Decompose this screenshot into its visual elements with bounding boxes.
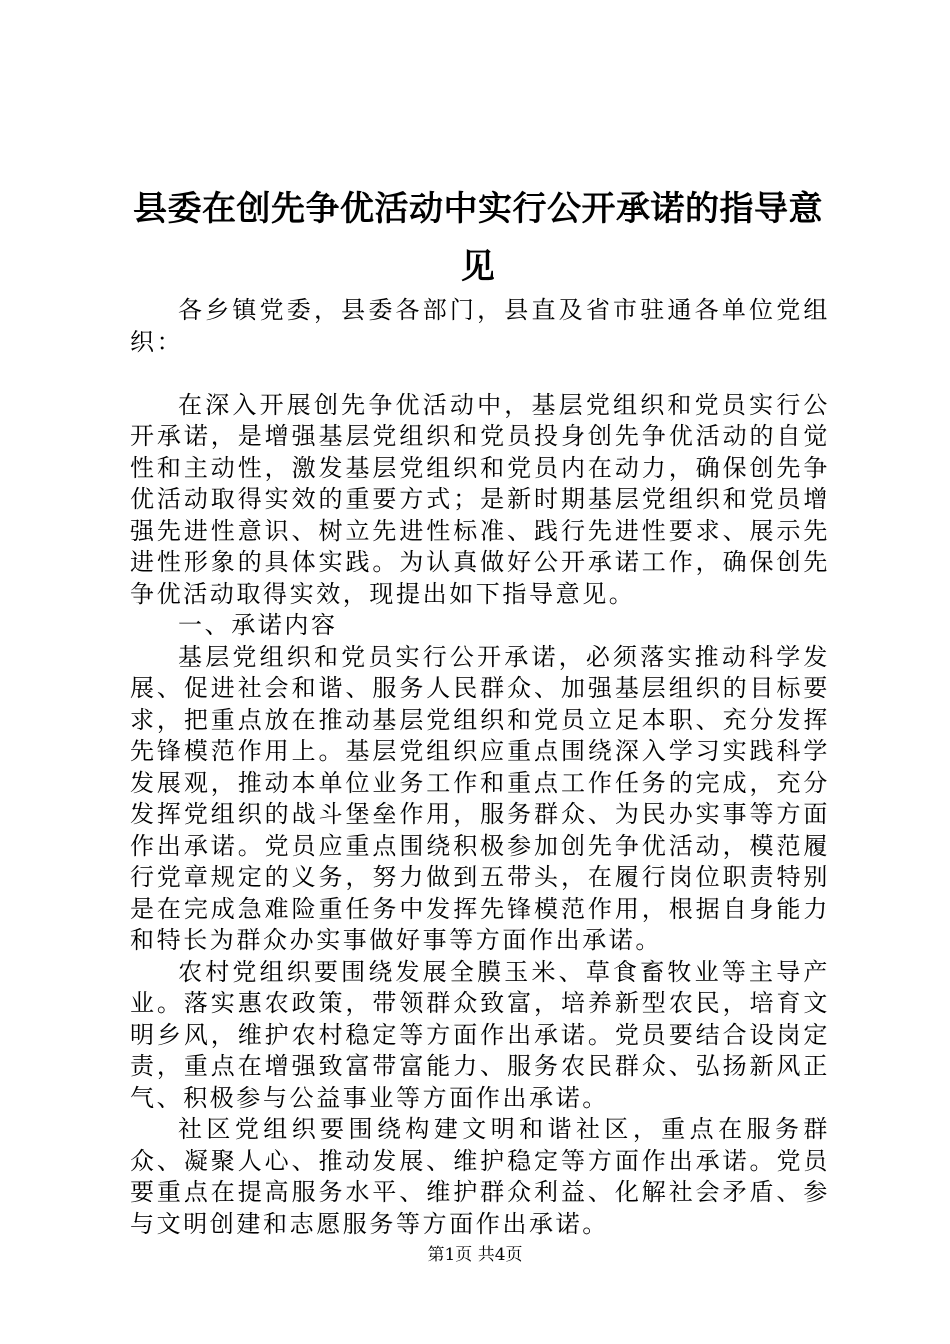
document-body [130, 295, 830, 1240]
paragraph-intro: 在深入开展创先争优活动中，基层党组织和党员实行公开承诺，是增强基层党组织和党员投身创先争优活动的自觉性和主动性，激发基层党组织和党员内在动力，确保创先争优活动取得实效的重要方式；是新时期基层党组织和党员增强先进性意识、树立先进性标准、践行先进性要求、展示先进性形象的具体实践。为认真做好公开承诺工作，确保创先争优活动取得实效，现提出如下指导意见。 [130, 390, 830, 608]
page-indicator: 第1页 共4页 [427, 1245, 523, 1265]
paragraph-rural: 农村党组织要围绕发展全膜玉米、草食畜牧业等主导产业。落实惠农政策，带领群众致富，培养新型农民，培育文明乡风，维护农村稳定等方面作出承诺。党员要结合设岗定责，重点在增强致富带富能力、服务农民群众、弘扬新风正气、积极参与公益事业等方面作出承诺。 [130, 957, 830, 1112]
paragraph-grassroots: 基层党组织和党员实行公开承诺，必须落实推动科学发展、促进社会和谐、服务人民群众、加强基层组织的目标要求，把重点放在推动基层党组织和党员立足本职、充分发挥先锋模范作用上。基层党组织应重点围绕深入学习实践科学发展观，推动本单位业务工作和重点工作任务的完成，充分发挥党组织的战斗堡垒作用，服务群众、为民办实事等方面作出承诺。党员应重点围绕积极参加创先争优活动，模范履行党章规定的义务，努力做到五带头，在履行岗位职责特别是在完成急难险重任务中发挥先锋模范作用，根据自身能力和特长为群众办实事做好事等方面作出承诺。 [130, 642, 830, 954]
salutation: 各乡镇党委，县委各部门，县直及省市驻通各单位党组织： [130, 296, 830, 356]
section-heading-commitment-content: 一、承诺内容 [178, 611, 338, 639]
document-title: 县委在创先争优活动中实行公开承诺的指导意见 [133, 189, 823, 287]
paragraph-community: 社区党组织要围绕构建文明和谐社区，重点在服务群众、凝聚人心、推动发展、维护稳定等方面作出承诺。党员要重点在提高服务水平、维护群众利益、化解社会矛盾、参与文明创建和志愿服务等方面作出承诺。 [130, 1115, 830, 1238]
